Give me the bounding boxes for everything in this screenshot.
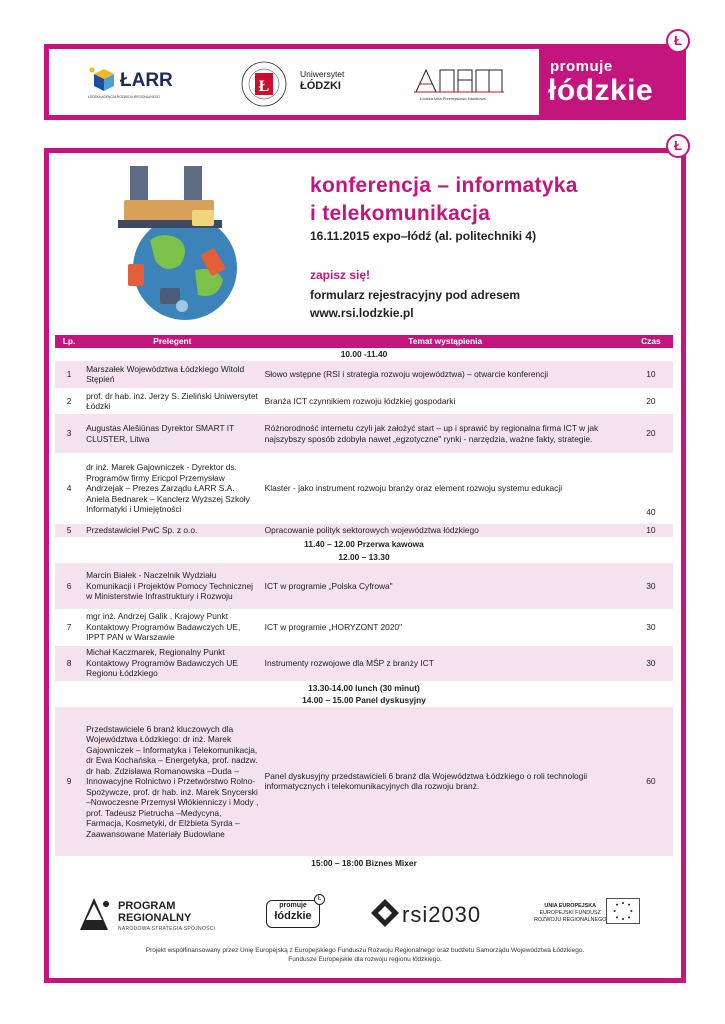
registration-text: formularz rejestracyjny pod adresem (310, 288, 521, 302)
program-label-1: PROGRAM (118, 900, 176, 912)
agenda-table (55, 335, 673, 870)
row-duration: 30 (629, 645, 673, 681)
time-separator-text: 11.40 – 12.00 Przerwa kawowa (55, 538, 673, 551)
time-separator (55, 348, 673, 361)
row-speaker: Augustas Alešiūnas Dyrektor SMART IT CLUSTER, Litwa (83, 414, 262, 454)
row-duration: 30 (629, 609, 673, 645)
row-speaker: Michał Kaczmarek, Regionalny Punkt Kontaktowy Programów Badawczych UE Regionu Łódzkiego (83, 645, 262, 681)
row-number: 9 (55, 707, 83, 857)
time-separator (55, 681, 673, 694)
kiph-label: Łódzka Izba Przemysłowo-Handlowa (420, 96, 486, 101)
eu-flag-icon (606, 898, 640, 929)
time-separator-text: 10.00 -11.40 (55, 348, 673, 361)
program-regionalny-text (118, 900, 191, 924)
header-temat: Temat wystąpienia (262, 335, 629, 348)
table-row (55, 707, 673, 857)
title-line-2: i telekomunikacja (310, 202, 491, 225)
row-number: 7 (55, 609, 83, 645)
footer-lodzkie: łódzkie (274, 910, 312, 922)
promuje-label: promuje (550, 58, 613, 75)
row-duration: 10 (629, 524, 673, 538)
rsi-diamond-icon (370, 898, 400, 933)
header-lp: Lp. (55, 335, 83, 348)
time-separator (55, 538, 673, 551)
row-topic: Panel dyskusyjny przedstawicieli 6 branż dla Województwa Łódzkiego o roli technologii informatycznych i telekomunikacyjnych dla rozwoju branż. (262, 707, 629, 857)
event-date: 16.11.2015 expo–łódź (al. politechniki 4) (310, 229, 537, 243)
row-topic: ICT w programie „HORYZONT 2020" (262, 609, 629, 645)
lodzkie-label: łódzkie (548, 74, 654, 107)
row-speaker: Marszałek Województwa Łódzkiego Witold Stępień (83, 361, 262, 389)
registration-info (310, 286, 520, 322)
row-speaker: Przedstawiciele 6 branż kluczowych dla Województwa Łódzkiego: dr inż. Marek Gajowniczek – Informatyka i Telekomunikacja, dr Ewa Kochańska – Energetyka, prof. nadzw. dr hab. Zdzisława Romanowska –Duda – Innowacyjne Rolnictwo i Przetwórstwo Rolno-Spożywcze, prof. dr hab. inż. Marek Snycerski –Nowoczesne Przemysł Włókienniczy i Mody , prof. Tadeusz Pietrucha –Medycyna, Farmacja, Kosmetyki, dr Elżbieta Syrda – Zaawansowane Materiały Budowlane (83, 707, 262, 857)
svg-text:Ł: Ł (258, 78, 270, 95)
time-separator-text: 13.30-14.00 lunch (30 minut) (55, 681, 673, 694)
row-topic: ICT w programie „Polska Cyfrowa" (262, 563, 629, 609)
row-topic: Opracowanie polityk sektorowych województwa łódzkiego (262, 524, 629, 538)
row-duration: 30 (629, 563, 673, 609)
rsi-logo-text: rsi2030 (402, 902, 482, 927)
larr-logo-text: ŁARR (120, 70, 173, 91)
time-separator (55, 694, 673, 707)
row-number: 2 (55, 389, 83, 414)
l-symbol-icon-2: Ł (666, 134, 690, 158)
row-topic: Klaster - jako instrument rozwoju branży oraz element rozwoju systemu edukacji (262, 454, 629, 524)
row-duration: 20 (629, 414, 673, 454)
row-number: 8 (55, 645, 83, 681)
funding-note-1: Projekt współfinansowany przez Unię Europejską z Europejskiego Funduszu Rozwoju Regionalnego oraz budżetu Samorządu Województwa Łódzkiego. (145, 947, 585, 954)
funding-note (60, 946, 670, 964)
row-topic: Różnorodność internetu czyli jak założyć start – up i sprawić by regionalna firma ICT w jak najszybszy sposób zdobyła nawet „egzotyczne" rynki - narzędzia, ważne fakty, strategie. (262, 414, 629, 454)
title-line-1: konferencja – informatyka (310, 174, 578, 197)
row-topic: Słowo wstępne (RSI i strategia rozwoju województwa) – otwarcie konferencji (262, 361, 629, 389)
table-row (55, 414, 673, 454)
kiph-logo (414, 66, 504, 99)
larr-subtitle: ŁÓDZKA AGENCJA ROZWOJU REGIONALNEGO (88, 95, 160, 99)
table-row (55, 645, 673, 681)
row-duration: 10 (629, 361, 673, 389)
table-row (55, 563, 673, 609)
row-number: 1 (55, 361, 83, 389)
header-prelegent: Prelegent (83, 335, 262, 348)
university-label-2: ŁÓDZKI (300, 80, 341, 92)
time-separator-text: 14.00 – 15.00 Panel dyskusyjny (55, 694, 673, 707)
program-regionalny-logo (76, 896, 114, 937)
table-row (55, 361, 673, 389)
footer-l-symbol-icon: Ł (314, 894, 325, 905)
row-speaker: Marcin Białek - Naczelnik Wydziału Komunikacji i Projektów Pomocy Technicznej w Ministerstwie Infrastruktury i Rozwoju (83, 563, 262, 609)
row-speaker: prof. dr hab. inż. Jerzy S. Zieliński Uniwersytet Łódzki (83, 389, 262, 414)
conference-title (310, 172, 578, 228)
eu-label (534, 903, 606, 924)
row-topic: Branża ICT czynnikiem rozwoju łódzkiej gospodarki (262, 389, 629, 414)
row-duration: 60 (629, 707, 673, 857)
time-separator (55, 857, 673, 870)
table-row (55, 524, 673, 538)
table-row (55, 609, 673, 645)
eu-label-2: EUROPEJSKI FUNDUSZ (539, 910, 601, 916)
row-number: 6 (55, 563, 83, 609)
row-speaker: mgr inż. Andrzej Galik , Krajowy Punkt Kontaktowy Programów Badawczych UE, IPPT PAN w Warszawie (83, 609, 262, 645)
row-number: 5 (55, 524, 83, 538)
row-duration: 20 (629, 389, 673, 414)
l-symbol-icon: Ł (666, 29, 690, 53)
time-separator (55, 551, 673, 564)
row-topic: Instrumenty rozwojowe dla MŚP z branży ICT (262, 645, 629, 681)
row-speaker: dr inż. Marek Gajowniczek - Dyrektor ds. Programów firmy Ericpol Przemysław Andrzejak – Prezes Zarządu ŁARR S.A. Aniela Bednarek – Kanclerz Wyższej Szkoły Informatyki i Umiejętności (83, 454, 262, 524)
table-header-row (55, 335, 673, 348)
promuje-lodzkie-logo (266, 900, 320, 928)
row-speaker: Przedstawiciel PwC Sp. z o.o. (83, 524, 262, 538)
row-duration: 40 (629, 454, 673, 524)
row-number: 4 (55, 454, 83, 524)
program-label-2: REGIONALNY (118, 912, 192, 924)
time-separator-text: 12.00 – 13.30 (55, 551, 673, 564)
program-subtitle: NARODOWA STRATEGIA SPÓJNOŚCI (118, 926, 216, 932)
technology-globe-illustration (110, 160, 250, 325)
time-separator-text: 15:00 – 18:00 Biznes Mixer (55, 857, 673, 870)
larr-cube-icon (88, 66, 122, 96)
row-number: 3 (55, 414, 83, 454)
table-row (55, 389, 673, 414)
footer-promuje: promuje (279, 902, 307, 909)
table-row (55, 454, 673, 524)
registration-url-link[interactable]: www.rsi.lodzkie.pl (310, 306, 414, 320)
eu-label-1: UNIA EUROPEJSKA (544, 903, 597, 909)
funding-note-2: Fundusze Europejskie dla rozwoju regionu łódzkiego. (288, 956, 442, 963)
university-seal (240, 60, 288, 113)
signup-cta: zapisz się! (310, 268, 371, 282)
header-czas: Czas (629, 335, 673, 348)
university-label-1: Uniwersytet (300, 69, 345, 79)
eu-label-3: ROZWOJU REGIONALNEGO (534, 917, 607, 923)
